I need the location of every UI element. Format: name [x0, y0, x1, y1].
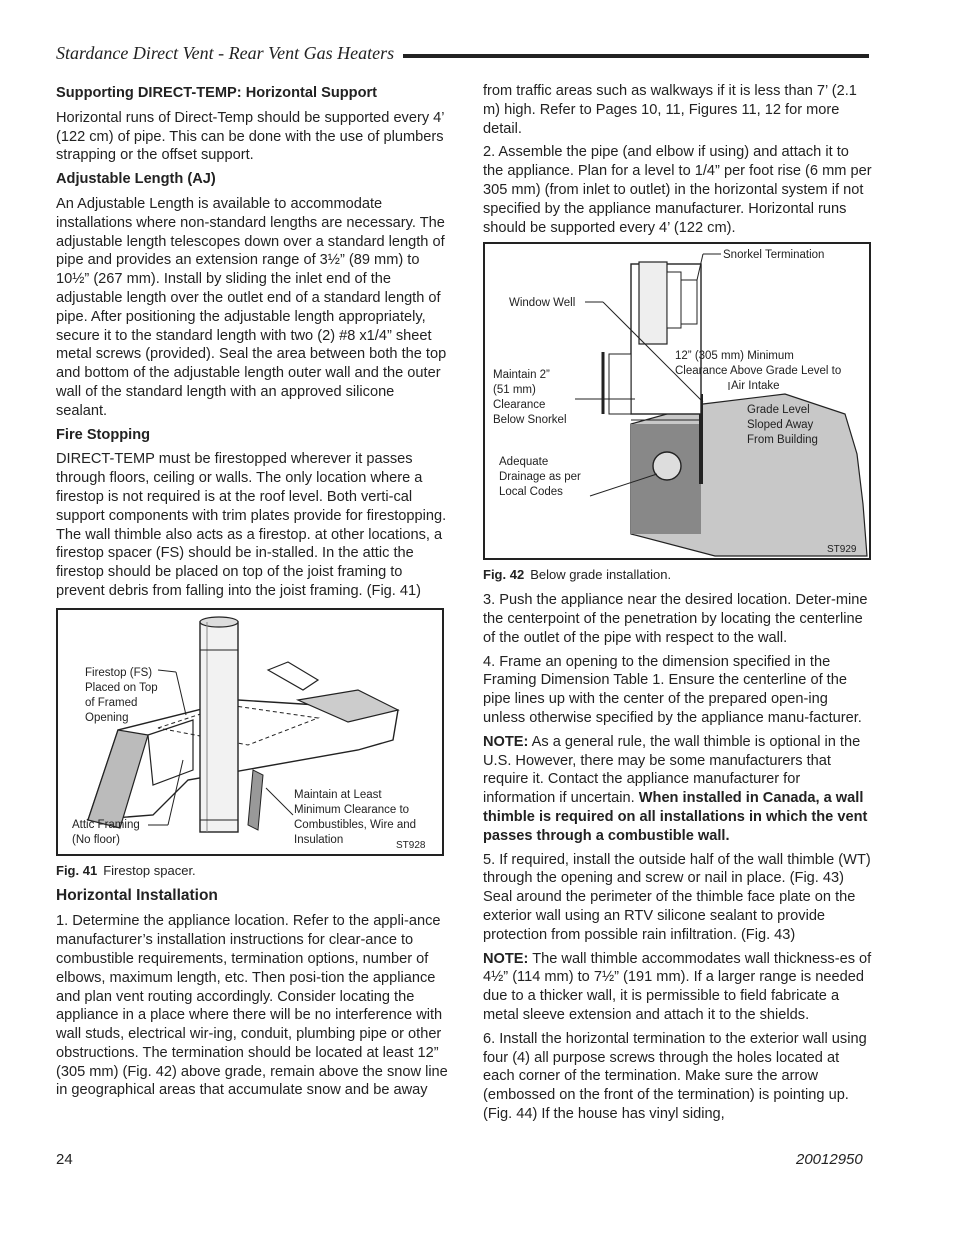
page-number: 24: [56, 1151, 73, 1168]
fig41-label-firestop-4: Opening: [85, 711, 129, 724]
fig41-caption-text: Firestop spacer.: [103, 862, 196, 878]
note-label: NOTE:: [483, 733, 529, 750]
paragraph-step-1-continued: from traffic areas such as walkways if it is less than 7’ (2.1 m) high. Refer to Pages 10, 11, Figures 11, 12 for more detail.: [483, 83, 857, 137]
fig41-caption: [56, 862, 448, 881]
fig41-label-firestop-2: Placed on Top: [85, 681, 158, 694]
paragraph-step-6: 6. Install the horizontal termination to the exterior wall using four (4) all purpose screws through the holes located at each corner of the termination. Make sure the arrow (embossed on the front of the termination) is pointing up. (Fig. 44) If the house has vinyl siding,: [483, 1030, 867, 1122]
note-text: As a general rule, the wall thimble is optional in the U.S. However, there may be some manufacturers that require it. Contact the appliance manufacturer for information if uncertain.: [483, 733, 861, 807]
note-wall-thimble: [483, 733, 873, 846]
fig41-label-firestop-1: Firestop (FS): [85, 666, 153, 679]
paragraph-horizontal-support: Horizontal runs of Direct-Temp should be supported every 4’ (122 cm) of pipe. This can be done with the use of plumbers strapping or the offset support.: [56, 109, 445, 164]
paragraph-step-1: 1. Determine the appliance location. Refer to the appli-ance manufacturer’s installation instructions for clear-ance to combustible requirements, termination options, number of elbows, maximum length, etc. Then posi-tion the appliance and plan vent routing accordingly. Consider locating the appliance in a place where there will be no interference with wall studs, electrical wir-ing, conduit, plumbing pipe or other obstructions. The termination should be located at least 12” (305 mm) (Fig. 42) above grade, remain above the snow line in geographical areas that accumulate snow and be away: [56, 913, 448, 1099]
fig42-caption-text: Below grade installation.: [530, 567, 672, 583]
paragraph-fire-stopping: DIRECT-TEMP must be firestopped wherever it passes through floors, ceiling or walls. The only location where a firestop is not required is at the roof level. Both verti-cal support components with trim plates provide for firestopping. The wall thimble also acts as a firestop. at other locations, a firestop spacer (FS) should be in-stalled. In the attic the firestop should be placed on top of the joist framing to prevent debris from falling into the joist framing. (Fig. 41): [56, 451, 447, 599]
fig42-label-snorkel: Snorkel Termination: [723, 249, 825, 262]
fig42-label-minimum-1: 12” (305 mm) Minimum: [675, 350, 794, 363]
fig42-caption: [483, 566, 873, 585]
fig42-label-drainage-1: Adequate: [499, 456, 549, 469]
heading-horizontal-installation: Horizontal Installation: [56, 886, 218, 904]
heading-horizontal-support: Supporting DIRECT-TEMP: Horizontal Support: [56, 85, 378, 101]
left-column: [56, 82, 448, 1105]
running-header-title: Stardance Direct Vent - Rear Vent Gas Heaters: [56, 43, 395, 63]
paragraph-step-4: 4. Frame an opening to the dimension specified in the Framing Dimension Table 1. Ensure the centerline of the pipe lines up with the center of the prepared open-ing unless otherwise specified by the appliance manu-facturer.: [483, 653, 862, 726]
firestop-illustration: [58, 610, 442, 854]
fig42-label-grade-3: From Building: [747, 434, 818, 447]
fig41-label-clearance-2: Minimum Clearance to: [294, 803, 410, 816]
fig42-label-window-well: Window Well: [509, 297, 576, 310]
fig42-label-maintain-4: Below Snorkel: [493, 414, 567, 427]
fig41-label-clearance-1: Maintain at Least: [294, 788, 382, 801]
fig42-label-maintain-3: Clearance: [493, 399, 546, 412]
fig42-caption-number: Fig. 42: [483, 567, 525, 583]
fig41-label-firestop-3: of Framed: [85, 696, 138, 709]
fig42-label-drainage-3: Local Codes: [499, 486, 563, 499]
heading-fire-stopping: Fire Stopping: [56, 426, 151, 443]
fig42-label-minimum-3: Air Intake: [731, 380, 780, 393]
figure-42: [483, 242, 871, 560]
document-number: 20012950: [796, 1151, 863, 1168]
header-rule: [403, 54, 869, 58]
fig41-code: ST928: [396, 839, 426, 851]
fig42-label-minimum-2: Clearance Above Grade Level to: [675, 365, 842, 378]
fig41-label-attic-2: (No floor): [72, 833, 120, 846]
note-bold-text: When installed in Canada, a wall thimble is required on all installations in which the vent passes through a combustible wall.: [483, 790, 868, 844]
right-column: [483, 82, 873, 1129]
fig42-label-maintain-2: (51 mm): [493, 384, 536, 397]
note-label: NOTE:: [483, 950, 529, 967]
note-text: The wall thimble accommodates wall thickness-es of 4½” (114 mm) to 7½” (191 mm). If a larger range is needed due to a thicker wall, it is permissible to field fabricate a metal sleeve extension and attach it to the shields.: [483, 950, 872, 1023]
fig42-label-grade-1: Grade Level: [747, 404, 810, 417]
figure-41: [56, 608, 444, 856]
fig41-label-clearance-4: Insulation: [294, 833, 344, 846]
fig41-label-clearance-3: Combustibles, Wire and: [294, 818, 417, 831]
fig41-label-attic-1: Attic Framing: [72, 818, 140, 831]
below-grade-illustration: [485, 244, 869, 558]
fig41-caption-number: Fig. 41: [56, 862, 98, 878]
fig42-code: ST929: [827, 544, 857, 556]
note-wall-thickness: [483, 950, 873, 1025]
heading-adjustable-length: Adjustable Length (AJ): [56, 171, 216, 188]
paragraph-step-5: 5. If required, install the outside half of the wall thimble (WT) through the opening and screw or nail in place. (Fig. 43) Seal around the perimeter of the thimble face plate on the exterior wall using an RTV silicone sealant to provide protection from possible rain infiltration. (Fig. 43): [483, 851, 871, 943]
fig42-label-drainage-2: Drainage as per: [499, 471, 581, 484]
paragraph-adjustable-length: An Adjustable Length is available to accommodate installations where non-standard lengths are necessary. The adjustable length telescopes down over a standard length of pipe and provides an extension range of 3½” (89 mm) to 10½” (267 mm). Install by sliding the inlet end of the adjustable length over the outlet end of a standard length of pipe. After positioning the adjustable length appropriately, secure it to the standard length with two (2) #8 x1/4” sheet metal screws (provided). Seal the area between both the top and bottom of the adjustable length outer wall and the outer wall of the standard length with an approved silicone sealant.: [56, 195, 447, 419]
fig42-label-grade-2: Sloped Away: [747, 419, 814, 432]
fig42-label-maintain-1: Maintain 2”: [493, 369, 550, 382]
paragraph-step-3: 3. Push the appliance near the desired location. Deter-mine the centerpoint of the penetration by locating the centerline of the outlet of the pipe with respect to the wall.: [483, 592, 868, 646]
paragraph-step-2: 2. Assemble the pipe (and elbow if using) and attach it to the appliance. Plan for a level to 1/4” per foot rise (6 mm per 305 mm) (from inlet to outlet) in the horizontal system if not specified by the appliance manufacturer. Horizontal runs should be supported every 4’ (122 cm).: [483, 144, 872, 236]
